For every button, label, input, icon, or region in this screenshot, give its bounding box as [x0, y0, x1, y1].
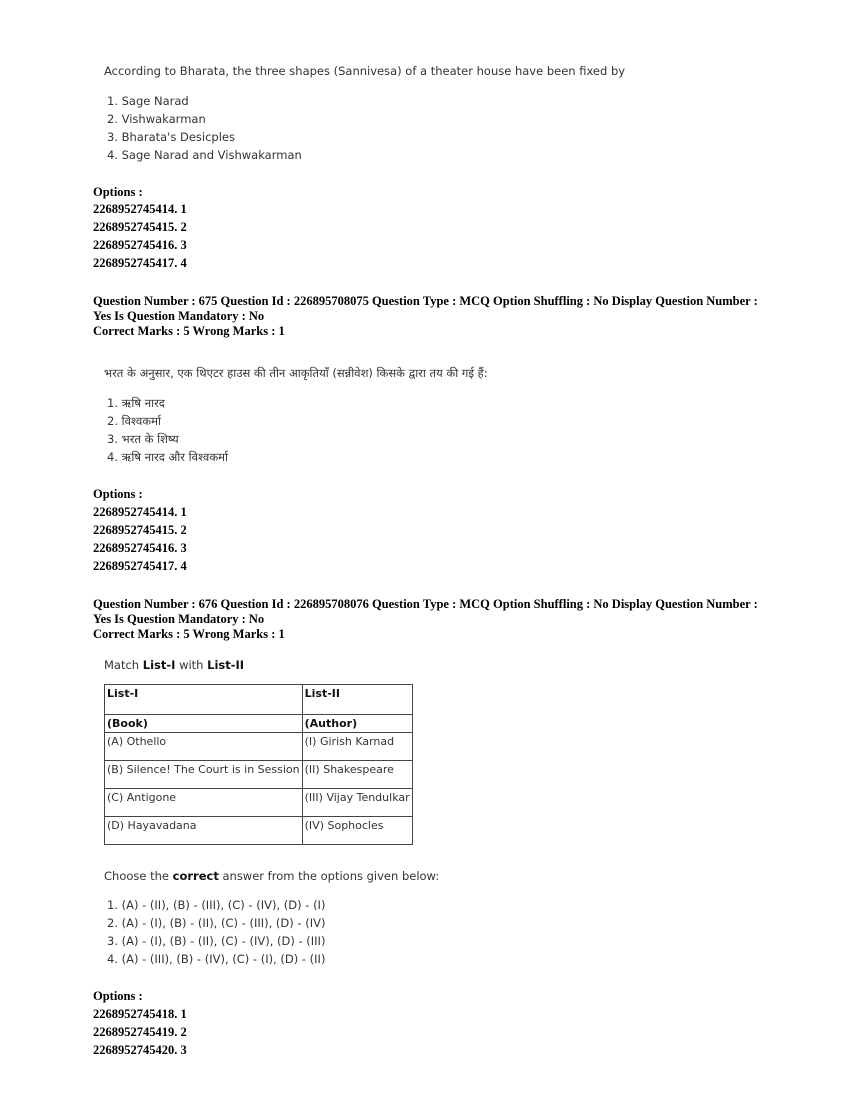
- table-row: [105, 817, 413, 845]
- options-label: Options :: [93, 487, 143, 501]
- options-label: Options :: [93, 989, 143, 1003]
- table-row: [105, 733, 413, 761]
- options-label: Options :: [93, 185, 143, 199]
- question-meta: Question Number : 676 Question Id : 226895708076 Question Type : MCQ Option Shuffling : No Display Question Number : Yes Is Question Mandatory : No: [93, 597, 758, 626]
- option-item: 2268952745414. 1: [93, 202, 187, 216]
- choose-prefix: Choose the: [104, 869, 173, 883]
- table-cell: (III) Vijay Tendulkar: [302, 789, 412, 817]
- answer-choice: 1. ऋषि नारद: [107, 396, 165, 410]
- answer-choice: 4. Sage Narad and Vishwakarman: [107, 148, 302, 162]
- choose-suffix: answer from the options given below:: [218, 869, 440, 883]
- answer-choice: 2. (A) - (I), (B) - (II), (C) - (III), (D) - (IV): [107, 916, 326, 930]
- list-two-label: List-II: [207, 658, 245, 672]
- answer-choice: 3. Bharata's Desicples: [107, 130, 235, 144]
- answer-choice: 2. विश्वकर्मा: [107, 414, 161, 428]
- option-item: 2268952745416. 3: [93, 541, 187, 555]
- marks-meta: Correct Marks : 5 Wrong Marks : 1: [93, 324, 285, 338]
- table-header-cell: List-I: [105, 685, 303, 715]
- table-subheader-cell: (Book): [105, 715, 303, 733]
- table-cell: (B) Silence! The Court is in Session: [105, 761, 303, 789]
- question-text: According to Bharata, the three shapes (Sannivesa) of a theater house have been fixed by: [104, 64, 626, 78]
- match-prefix: Match: [104, 658, 143, 672]
- choose-bold: correct: [172, 869, 219, 883]
- answer-choice: 1. (A) - (II), (B) - (III), (C) - (IV), (D) - (I): [107, 898, 326, 912]
- table-cell: (A) Othello: [105, 733, 303, 761]
- marks-meta: Correct Marks : 5 Wrong Marks : 1: [93, 627, 285, 641]
- answer-choice: 3. (A) - (I), (B) - (II), (C) - (IV), (D) - (III): [107, 934, 326, 948]
- table-subheader-row: [105, 715, 413, 733]
- choose-instruction: [104, 869, 439, 883]
- table-cell: (C) Antigone: [105, 789, 303, 817]
- option-item: 2268952745415. 2: [93, 220, 187, 234]
- answer-choice: 3. भरत के शिष्य: [107, 432, 179, 446]
- option-item: 2268952745415. 2: [93, 523, 187, 537]
- table-cell: (II) Shakespeare: [302, 761, 412, 789]
- option-item: 2268952745417. 4: [93, 256, 187, 270]
- option-item: 2268952745420. 3: [93, 1043, 187, 1057]
- match-table: [104, 684, 413, 845]
- table-subheader-cell: (Author): [302, 715, 412, 733]
- table-row: [105, 789, 413, 817]
- answer-choice: 2. Vishwakarman: [107, 112, 206, 126]
- question-meta: Question Number : 675 Question Id : 226895708075 Question Type : MCQ Option Shuffling : No Display Question Number : Yes Is Question Mandatory : No: [93, 294, 758, 323]
- table-header-row: [105, 685, 413, 715]
- option-item: 2268952745414. 1: [93, 505, 187, 519]
- table-cell: (D) Hayavadana: [105, 817, 303, 845]
- option-item: 2268952745419. 2: [93, 1025, 187, 1039]
- list-one-label: List-I: [142, 658, 176, 672]
- option-item: 2268952745418. 1: [93, 1007, 187, 1021]
- question-text-hindi: भरत के अनुसार, एक थिएटर हाउस की तीन आकृतियाँ (सन्नीवेश) किसके द्वारा तय की गई हैं:: [104, 366, 488, 380]
- answer-choice: 1. Sage Narad: [107, 94, 189, 108]
- table-cell: (IV) Sophocles: [302, 817, 412, 845]
- table-row: [105, 761, 413, 789]
- answer-choice: 4. (A) - (III), (B) - (IV), (C) - (I), (D) - (II): [107, 952, 326, 966]
- match-with: with: [175, 658, 208, 672]
- table-header-cell: List-II: [302, 685, 412, 715]
- match-instruction: [104, 658, 244, 672]
- option-item: 2268952745416. 3: [93, 238, 187, 252]
- option-item: 2268952745417. 4: [93, 559, 187, 573]
- table-cell: (I) Girish Karnad: [302, 733, 412, 761]
- answer-choice: 4. ऋषि नारद और विश्वकर्मा: [107, 450, 229, 464]
